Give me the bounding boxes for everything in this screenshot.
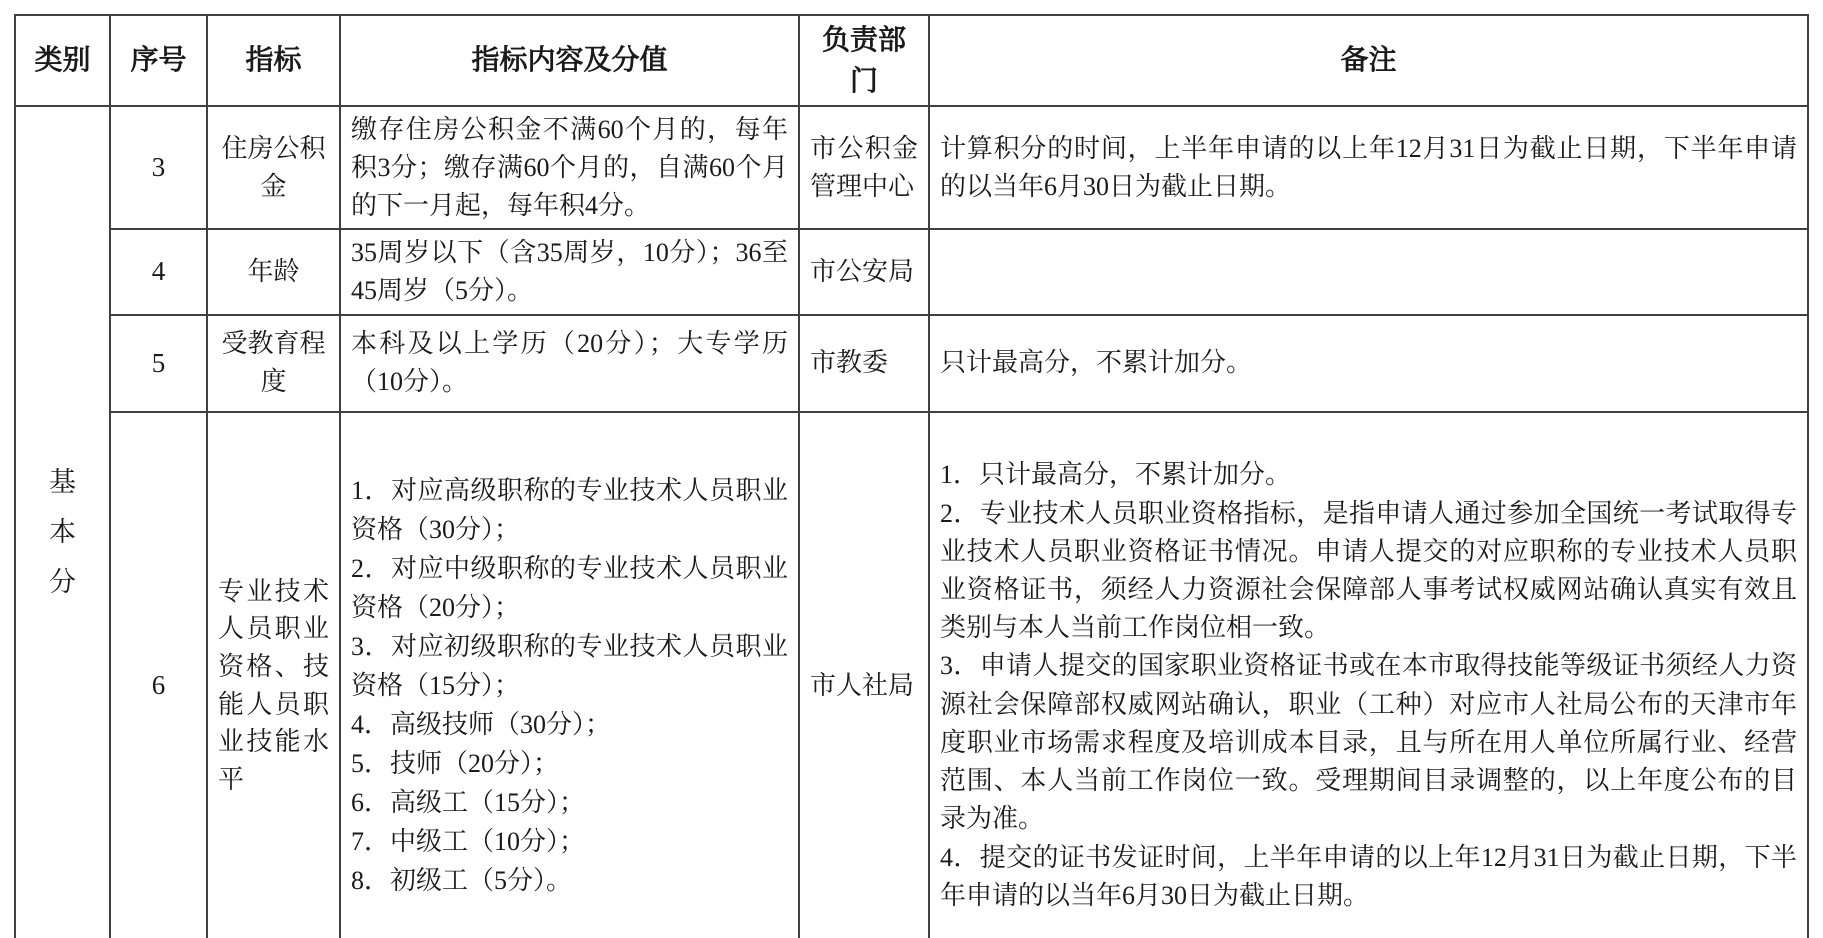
content-cell: 缴存住房公积金不满60个月的，每年积3分；缴存满60个月的，自满60个月的下一月起，每年积4分。 bbox=[340, 106, 799, 229]
content-cell: 本科及以上学历（20分）；大专学历（10分）。 bbox=[340, 315, 799, 412]
header-cell-indicator: 指标 bbox=[207, 15, 340, 106]
content-line: 8．初级工（5分）。 bbox=[351, 866, 573, 896]
remark-line: 2．专业技术人员职业资格指标，是指申请人通过参加全国统一考试取得专业技术人员职业资格证书情况。申请人提交的对应职称的专业技术人员职业资格证书，须经人力资源社会保障部人事考试权威网站确认真实有效且类别与本人当前工作岗位相一致。 bbox=[940, 498, 1797, 643]
header-cell-remark: 备注 bbox=[929, 15, 1808, 106]
indicator-cell: 专业技术人员职业资格、技能人员职业技能水平 bbox=[207, 412, 340, 938]
indicator-cell: 受教育程度 bbox=[207, 315, 340, 412]
table-row bbox=[15, 412, 1808, 938]
table-row bbox=[15, 229, 1808, 314]
remark-cell: 计算积分的时间，上半年申请的以上年12月31日为截止日期，下半年申请的以当年6月30日为截止日期。 bbox=[929, 106, 1808, 229]
remark-line: 3．申请人提交的国家职业资格证书或在本市取得技能等级证书须经人力资源社会保障部权威网站确认，职业（工种）对应市人社局公布的天津市年度职业市场需求程度及培训成本目录，且与所在用人单位所属行业、经营范围、本人当前工作岗位一致。受理期间目录调整的，以上年度公布的目录为准。 bbox=[940, 651, 1797, 834]
content-line: 4．高级技师（30分）； bbox=[351, 710, 612, 740]
table-row bbox=[15, 106, 1808, 229]
content-line: 5．技师（20分）； bbox=[351, 749, 560, 779]
header-cell-department: 负责部门 bbox=[799, 15, 929, 106]
content-line: 3．对应初级职称的专业技术人员职业资格（15分）； bbox=[351, 632, 788, 701]
indicator-cell: 住房公积金 bbox=[207, 106, 340, 229]
department-cell: 市人社局 bbox=[799, 412, 929, 938]
points-indicator-table bbox=[14, 14, 1809, 938]
row-number-cell: 6 bbox=[110, 412, 207, 938]
indicator-cell: 年龄 bbox=[207, 229, 340, 314]
remark-cell bbox=[929, 229, 1808, 314]
header-cell-content: 指标内容及分值 bbox=[340, 15, 799, 106]
header-cell-number: 序号 bbox=[110, 15, 207, 106]
category-label: 基本分 bbox=[49, 467, 76, 597]
content-line: 1．对应高级职称的专业技术人员职业资格（30分）； bbox=[351, 476, 788, 545]
content-cell bbox=[340, 412, 799, 938]
header-cell-category: 类别 bbox=[15, 15, 110, 106]
category-cell bbox=[15, 106, 110, 938]
table-row bbox=[15, 315, 1808, 412]
header-row bbox=[15, 15, 1808, 106]
department-cell: 市公积金管理中心 bbox=[799, 106, 929, 229]
department-cell: 市公安局 bbox=[799, 229, 929, 314]
remark-cell bbox=[929, 412, 1808, 938]
remark-line: 4．提交的证书发证时间，上半年申请的以上年12月31日为截止日期，下半年申请的以当年6月30日为截止日期。 bbox=[940, 842, 1797, 910]
department-cell: 市教委 bbox=[799, 315, 929, 412]
remark-cell: 只计最高分，不累计加分。 bbox=[929, 315, 1808, 412]
content-line: 2．对应中级职称的专业技术人员职业资格（20分）； bbox=[351, 554, 788, 623]
content-line: 7．中级工（10分）； bbox=[351, 827, 586, 857]
row-number-cell: 3 bbox=[110, 106, 207, 229]
content-cell: 35周岁以下（含35周岁，10分）；36至45周岁（5分）。 bbox=[340, 229, 799, 314]
row-number-cell: 4 bbox=[110, 229, 207, 314]
remark-line: 1．只计最高分，不累计加分。 bbox=[940, 460, 1292, 490]
content-line: 6．高级工（15分）； bbox=[351, 788, 586, 818]
row-number-cell: 5 bbox=[110, 315, 207, 412]
